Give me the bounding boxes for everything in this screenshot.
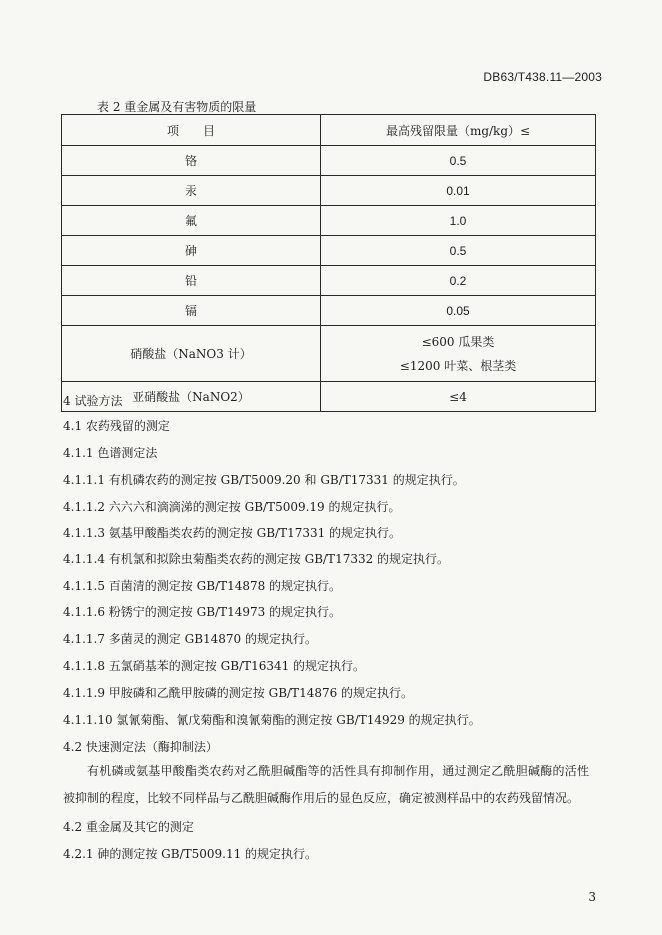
row-item: 砷 xyxy=(62,236,321,266)
clause-text: 4.1.1.3 氨基甲酸酯类农药的测定按 GB/T17331 的规定执行。 xyxy=(63,526,402,540)
table-row xyxy=(62,206,596,236)
row-value-multi xyxy=(321,326,596,382)
table-row xyxy=(62,296,596,326)
subsection-heading: 4.1 农药残留的测定 xyxy=(63,419,170,433)
nitrate-limit-leafy: ≤1200 叶菜、根茎类 xyxy=(399,358,517,373)
body-paragraph: 有机磷或氨基甲酸酯类农药对乙酰胆碱酯等的活性具有抑制作用，通过测定乙酰胆碱酶的活性被抑制的程度，比较不同样品与乙酰胆碱酶作用后的显色反应，确定被测样品中的农药残留情况。 xyxy=(63,764,589,805)
table-row xyxy=(62,236,596,266)
clause-text: 4.1.1.7 多菌灵的测定 GB14870 的规定执行。 xyxy=(63,632,318,646)
row-value: 0.5 xyxy=(321,146,596,176)
table-row-nitrate xyxy=(62,326,596,382)
table-row xyxy=(62,146,596,176)
clause-text: 4.1.1.1 有机磷农药的测定按 GB/T5009.20 和 GB/T17331 的规定执行。 xyxy=(63,473,465,487)
table-row-nitrite xyxy=(62,382,596,412)
clause-text: 4.1.1.5 百菌清的测定按 GB/T14878 的规定执行。 xyxy=(63,579,342,593)
nitrate-limit-melons: ≤600 瓜果类 xyxy=(421,334,495,349)
row-item: 汞 xyxy=(62,176,321,206)
row-value: 0.5 xyxy=(321,236,596,266)
row-item: 铅 xyxy=(62,266,321,296)
clause-text: 4.1.1.8 五氯硝基苯的测定按 GB/T16341 的规定执行。 xyxy=(63,659,366,673)
section-heading: 4 试验方法 xyxy=(63,394,123,408)
row-item: 铬 xyxy=(62,146,321,176)
row-item: 镉 xyxy=(62,296,321,326)
page-number: 3 xyxy=(588,890,596,904)
table-caption: 表 2 重金属及有害物质的限量 xyxy=(97,100,257,114)
clause-text: 4.1.1.2 六六六和滴滴涕的测定按 GB/T5009.19 的规定执行。 xyxy=(63,500,401,514)
table-row xyxy=(62,266,596,296)
row-item: 氟 xyxy=(62,206,321,236)
row-item: 硝酸盐（NaNO3 计） xyxy=(62,326,321,382)
row-value: 0.2 xyxy=(321,266,596,296)
clause-text: 4.1.1.4 有机氯和拟除虫菊酯类农药的测定按 GB/T17332 的规定执行。 xyxy=(63,552,450,566)
row-value: 1.0 xyxy=(321,206,596,236)
subsection-heading: 4.2 重金属及其它的测定 xyxy=(63,820,194,834)
column-header-item: 项 目 xyxy=(62,115,321,146)
document-code: DB63/T438.11—2003 xyxy=(483,70,602,84)
clause-text: 4.1.1.9 甲胺磷和乙酰甲胺磷的测定按 GB/T14876 的规定执行。 xyxy=(63,686,414,700)
row-value: ≤4 xyxy=(321,382,596,412)
table-header-row xyxy=(62,115,596,146)
clause-text: 4.2.1 砷的测定按 GB/T5009.11 的规定执行。 xyxy=(63,847,318,861)
subsection-heading: 4.2 快速测定法（酶抑制法） xyxy=(63,740,218,754)
row-value: 0.05 xyxy=(321,296,596,326)
row-item: 亚硝酸盐（NaNO2） xyxy=(62,382,321,412)
clause-text: 4.1.1.6 粉锈宁的测定按 GB/T14973 的规定执行。 xyxy=(63,605,342,619)
table-row xyxy=(62,176,596,206)
subsection-heading: 4.1.1 色谱测定法 xyxy=(63,446,158,460)
clause-text: 4.1.1.10 氯氰菊酯、氰戊菊酯和溴氰菊酯的测定按 GB/T14929 的规定执行。 xyxy=(63,713,481,727)
column-header-limit: 最高残留限量（mg/kg）≤ xyxy=(321,115,596,146)
row-value: 0.01 xyxy=(321,176,596,206)
limits-table xyxy=(61,114,596,412)
